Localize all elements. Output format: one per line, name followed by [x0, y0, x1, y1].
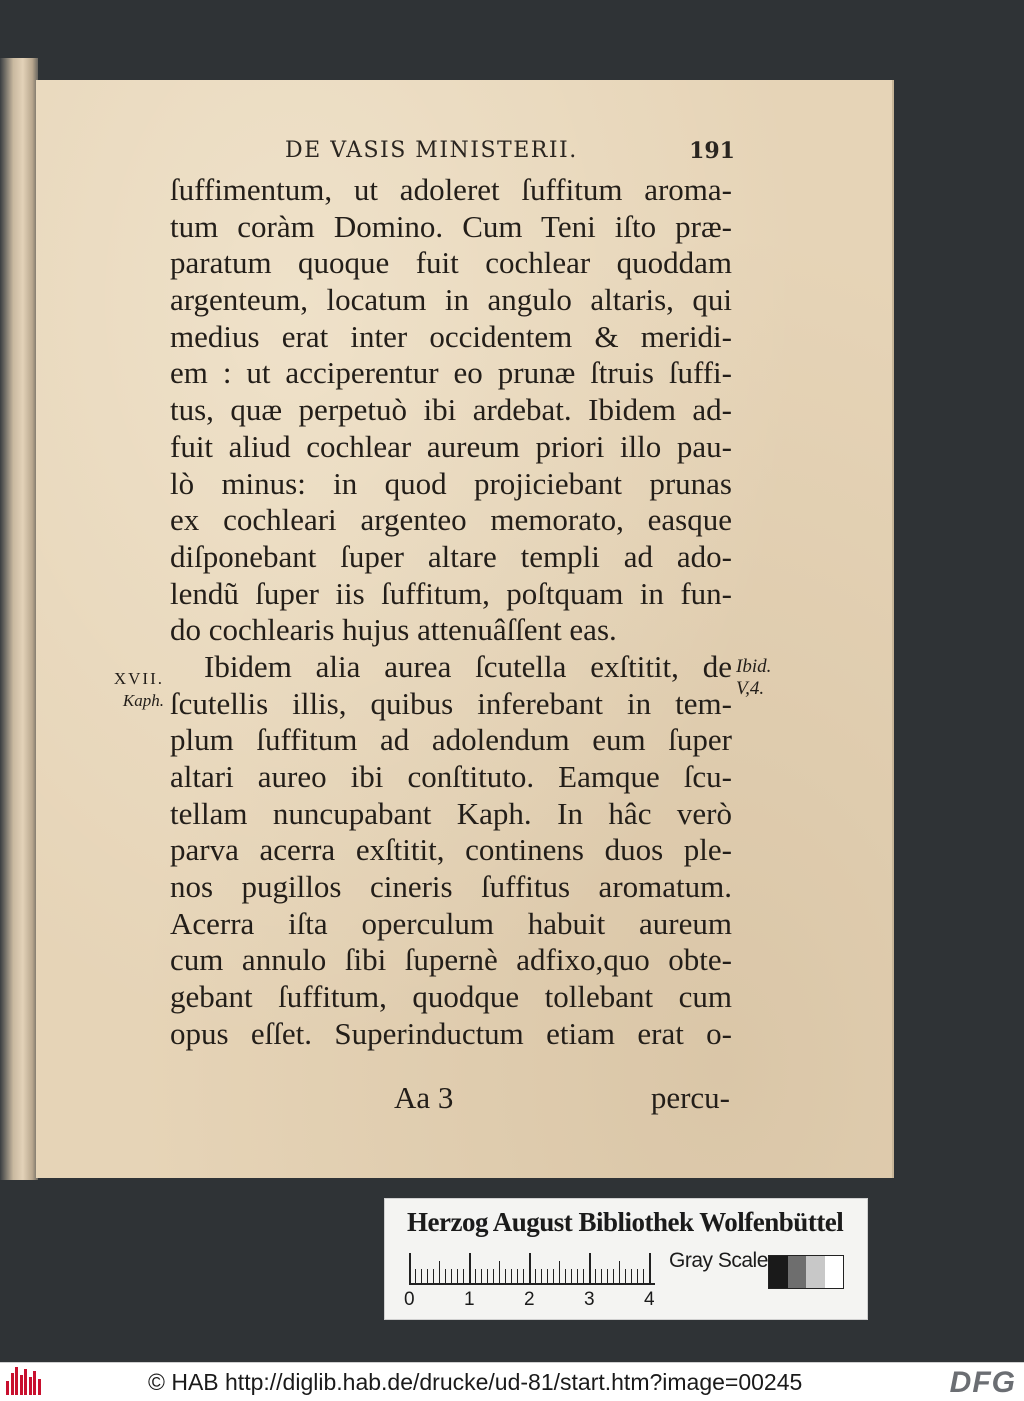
ruler-label: 4 — [644, 1289, 655, 1310]
gray-swatch — [788, 1256, 807, 1288]
ruler-tick — [571, 1269, 572, 1285]
ruler-tick — [421, 1269, 422, 1285]
folio-number: 191 — [689, 138, 735, 164]
ruler-tick — [631, 1269, 632, 1285]
text-line: nos pugillos cineris ſuffitus aromatum. — [170, 869, 732, 905]
text-line: altari aureo ibi conſtituto. Eamque ſcu- — [170, 759, 732, 794]
scale-card — [384, 1198, 868, 1320]
ruler-tick — [427, 1269, 428, 1285]
ruler-tick — [499, 1261, 500, 1285]
right-marginal-note — [736, 656, 796, 700]
text-line: ſuffimentum, ut adoleret ſuffitum aroma- — [170, 172, 732, 207]
ruler-tick — [481, 1269, 482, 1285]
text-line: diſponebant ſuper altare templi ad ado- — [170, 538, 732, 574]
text-line: plum ſuffitum ad adolendum eum ſuper — [170, 722, 732, 758]
ruler-tick — [589, 1253, 591, 1285]
ruler-tick — [565, 1269, 566, 1285]
ruler-tick — [523, 1269, 524, 1285]
text-line: em : ut acciperentur eo prunæ ſtruis ſuffi- — [170, 355, 732, 391]
ruler-tick — [505, 1269, 506, 1285]
ruler-tick — [463, 1269, 464, 1285]
ruler-tick — [577, 1269, 578, 1285]
ruler-tick — [547, 1269, 548, 1285]
text-line: lò minus: in quod projiciebant prunas — [170, 465, 732, 501]
ruler-tick — [541, 1269, 542, 1285]
ruler-tick — [487, 1269, 488, 1285]
logo-bar — [15, 1367, 18, 1395]
ruler-tick — [457, 1269, 458, 1285]
text-line: tum coràm Domino. Cum Teni iſto præ- — [170, 208, 732, 244]
ruler-tick — [625, 1269, 626, 1285]
ruler-tick — [451, 1269, 452, 1285]
ruler-tick — [619, 1261, 620, 1285]
ruler-tick — [445, 1269, 446, 1285]
ruler-tick — [613, 1269, 614, 1285]
text-line: opus eſſet. Superinductum etiam erat o- — [170, 1015, 732, 1051]
ruler-label: 0 — [404, 1289, 415, 1310]
text-line: argenteum, locatum in angulo altaris, qui — [170, 282, 732, 318]
ruler-tick — [583, 1269, 584, 1285]
marginal-verse: V,4. — [736, 678, 765, 699]
text-line: do cochlearis hujus attenuâſſent eas. — [170, 612, 617, 648]
ruler-tick — [559, 1261, 560, 1285]
dfg-logo: DFG — [949, 1366, 1016, 1399]
gray-scale-label: Gray Scale — [669, 1249, 768, 1272]
ruler-label: 2 — [524, 1289, 535, 1310]
text-line: lendũ ſuper iis ſuffitum, poſtquam in fun- — [170, 575, 732, 611]
ruler-tick — [475, 1269, 476, 1285]
signature-mark: Aa 3 — [394, 1080, 454, 1115]
text-line: Ibidem alia aurea ſcutella exſtitit, de — [204, 648, 732, 684]
text-line: medius erat inter occidentem & meridi- — [170, 318, 732, 354]
ruler-tick — [607, 1269, 608, 1285]
copyright-link[interactable]: © HAB http://diglib.hab.de/drucke/ud-81/start.htm?image=00245 — [148, 1369, 803, 1395]
text-line: ex cochleari argenteo memorato, easque — [170, 502, 732, 538]
text-line: parva acerra exſtitit, continens duos ple- — [170, 832, 732, 868]
ruler-labels — [401, 1289, 681, 1313]
logo-bar — [20, 1375, 23, 1395]
ruler-tick — [649, 1253, 651, 1285]
text-line: Acerra iſta operculum habuit aureum — [170, 905, 732, 941]
ruler-tick — [553, 1269, 554, 1285]
ruler-label: 3 — [584, 1289, 595, 1310]
page-header — [285, 138, 735, 163]
book-edge — [0, 58, 38, 1180]
ruler-tick — [415, 1269, 416, 1285]
ruler-tick — [439, 1261, 440, 1285]
text-line: tus, quæ perpetuò ibi ardebat. Ibidem ad- — [170, 392, 732, 428]
ruler-tick — [529, 1253, 531, 1285]
logo-bar — [38, 1379, 41, 1395]
marginal-keyword: Kaph. — [122, 691, 164, 710]
gray-swatch — [769, 1256, 788, 1288]
text-line: fuit aliud cochlear aureum priori illo pau- — [170, 428, 732, 464]
gray-swatch — [806, 1256, 825, 1288]
ruler-tick — [643, 1269, 644, 1285]
text-line: tellam nuncupabant Kaph. In hâc verò — [170, 795, 732, 831]
text-line: paratum quoque fuit cochlear quoddam — [170, 245, 732, 281]
gray-swatch — [825, 1256, 844, 1288]
ruler-tick — [595, 1269, 596, 1285]
text-line: cum annulo ſibi ſupernè adfixo,quo obte- — [170, 942, 732, 978]
ruler-tick — [433, 1269, 434, 1285]
left-marginal-note — [84, 668, 164, 712]
running-head: DE VASIS MINISTERII. — [285, 138, 578, 163]
ruler-tick — [601, 1269, 602, 1285]
logo-bar — [11, 1373, 14, 1395]
catchword: percu- — [650, 1080, 730, 1115]
ruler-tick — [409, 1253, 411, 1285]
ruler-tick — [517, 1269, 518, 1285]
logo-bar — [33, 1371, 36, 1395]
ruler-label: 1 — [464, 1289, 475, 1310]
marginal-chapter-number: XVII. — [113, 669, 164, 688]
ruler-tick — [493, 1269, 494, 1285]
gray-scale-swatches — [768, 1255, 844, 1289]
library-name: Herzog August Bibliothek Wolfenbüttel — [407, 1207, 844, 1237]
hab-logo-icon — [6, 1367, 44, 1395]
ruler-tick — [511, 1269, 512, 1285]
logo-bar — [24, 1369, 27, 1395]
marginal-reference: Ibid. — [736, 656, 772, 677]
ruler-tick — [469, 1253, 471, 1285]
ruler — [409, 1251, 655, 1285]
text-block — [170, 172, 732, 1053]
text-line: ſcutellis illis, quibus inferebant in tem- — [170, 685, 732, 721]
ruler-tick — [637, 1269, 638, 1285]
page-footer — [170, 1080, 730, 1116]
logo-bar — [6, 1381, 9, 1395]
ruler-tick — [535, 1269, 536, 1285]
bottom-bar — [0, 1362, 1024, 1401]
logo-bar — [29, 1377, 32, 1395]
text-line: gebant ſuffitum, quodque tollebant cum — [170, 979, 732, 1015]
